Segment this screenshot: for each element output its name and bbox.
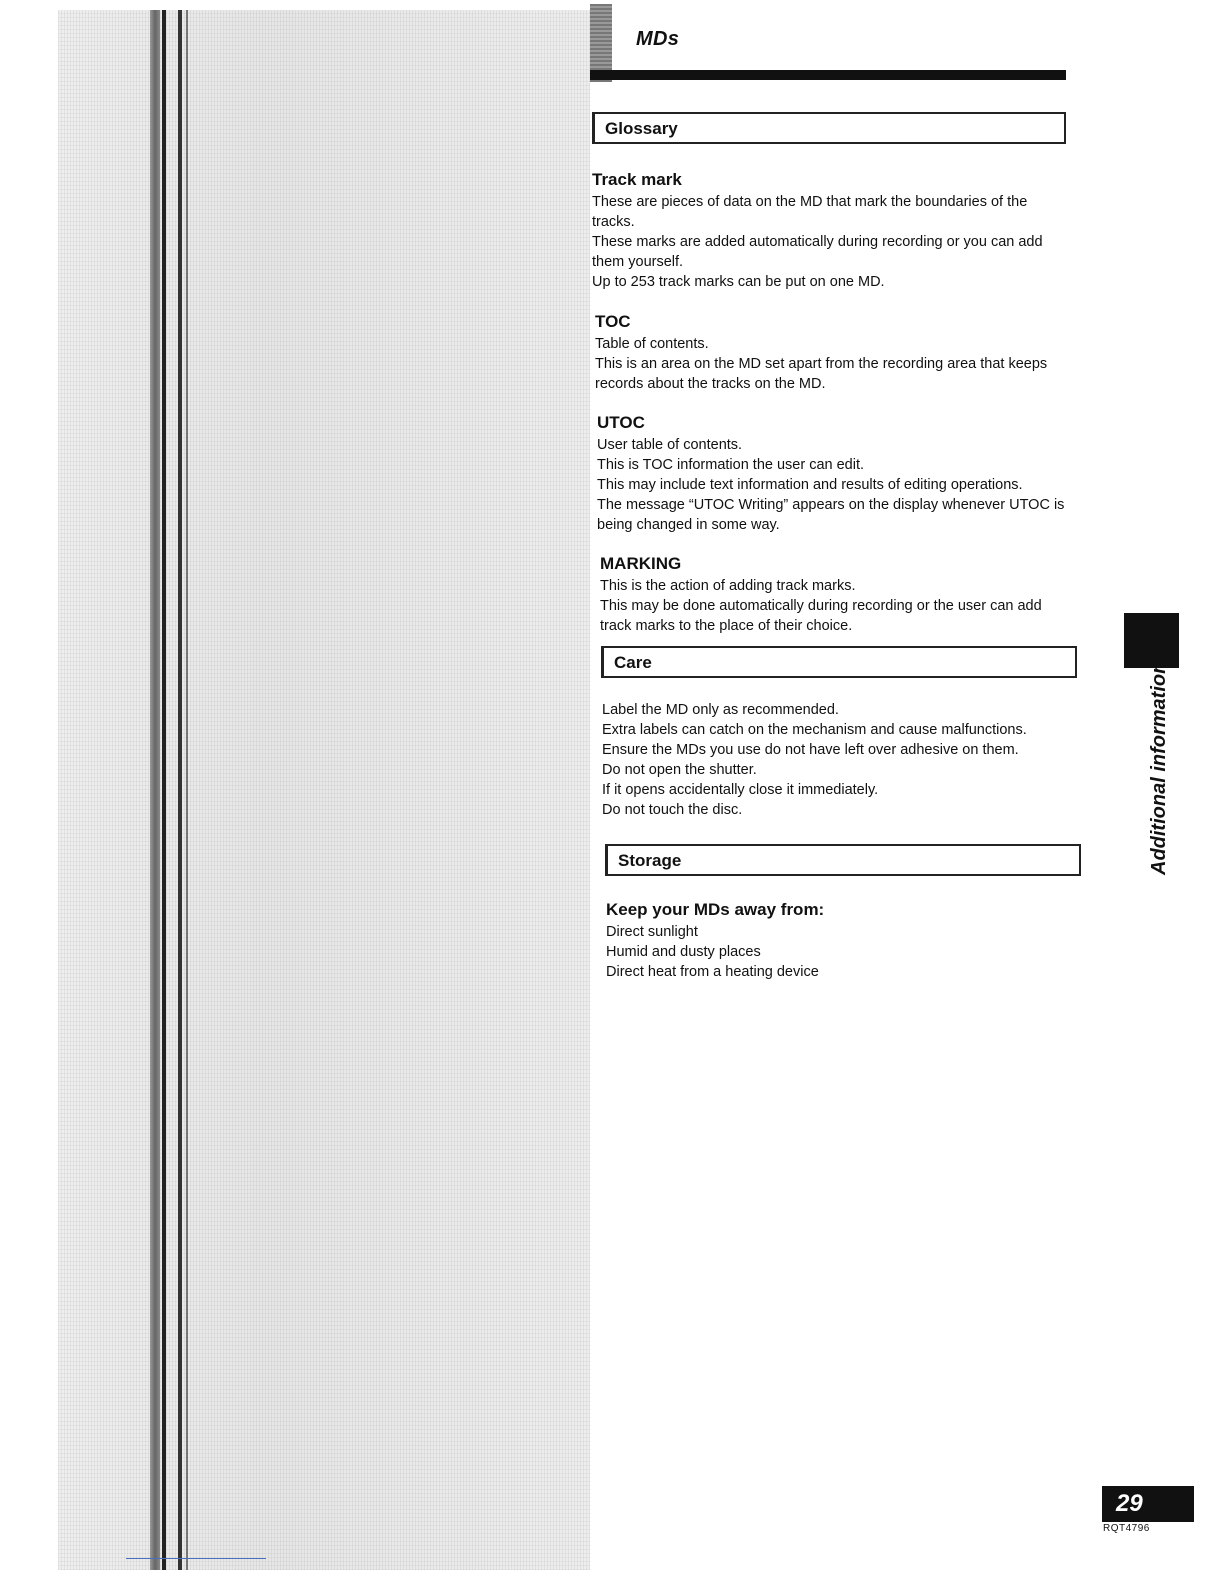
glossary-entry-track-mark: [592, 170, 1062, 292]
header-rule: [590, 70, 1066, 80]
section-heading-care: Care: [601, 646, 1077, 678]
glossary-term: UTOC: [597, 413, 645, 432]
gutter-band: [178, 10, 182, 1570]
gutter-band: [186, 10, 188, 1570]
storage-line: Humid and dusty places: [606, 944, 761, 960]
glossary-term: Track mark: [592, 170, 682, 189]
glossary-line: This is TOC information the user can edit.: [597, 457, 865, 473]
glossary-entry-toc: [595, 312, 1065, 394]
glossary-line: This is an area on the MD set apart from the recording area that keeps records about the tracks on the MD.: [595, 356, 1048, 392]
care-line: Do not touch the disc.: [602, 802, 743, 818]
gutter-band: [162, 10, 166, 1570]
glossary-line: These are pieces of data on the MD that mark the boundaries of the tracks.: [592, 194, 1028, 230]
storage-line: Direct sunlight: [606, 924, 698, 940]
storage-heading: Keep your MDs away from:: [606, 900, 825, 919]
storage-text: [606, 900, 1076, 982]
document-code: RQT4796: [1103, 1523, 1150, 1534]
section-heading-storage: Storage: [605, 844, 1081, 876]
glossary-line: This may be done automatically during recording or the user can add track marks to the place of their choice.: [600, 598, 1042, 634]
care-line: Do not open the shutter.: [602, 762, 757, 778]
glossary-line: User table of contents.: [597, 437, 743, 453]
side-tab-label: Additional information: [1148, 661, 1170, 875]
scan-edge-line: [126, 1558, 266, 1559]
glossary-entry-utoc: [597, 413, 1067, 535]
page-title: MDs: [636, 28, 680, 50]
glossary-term: TOC: [595, 312, 631, 331]
glossary-line: These marks are added automatically during recording or you can add them yourself.: [592, 234, 1043, 270]
care-text: [602, 700, 1072, 820]
glossary-line: The message “UTOC Writing” appears on the display whenever UTOC is being changed in some way.: [597, 497, 1065, 533]
care-line: If it opens accidentally close it immediately.: [602, 782, 879, 798]
glossary-line: Table of contents.: [595, 336, 709, 352]
section-heading-glossary: Glossary: [592, 112, 1066, 144]
glossary-line: Up to 253 track marks can be put on one MD.: [592, 274, 885, 290]
scanned-gutter-strip: [58, 10, 590, 1570]
glossary-term: MARKING: [600, 554, 682, 573]
glossary-line: This is the action of adding track marks.: [600, 578, 856, 594]
page-number: 29: [1102, 1486, 1194, 1522]
care-line: Extra labels can catch on the mechanism and cause malfunctions.: [602, 722, 1027, 738]
glossary-entry-marking: [600, 554, 1070, 636]
gutter-band: [150, 10, 160, 1570]
storage-line: Direct heat from a heating device: [606, 964, 819, 980]
glossary-line: This may include text information and results of editing operations.: [597, 477, 1023, 493]
side-tab-block: [1124, 613, 1179, 668]
care-line: Ensure the MDs you use do not have left over adhesive on them.: [602, 742, 1019, 758]
care-line: Label the MD only as recommended.: [602, 702, 839, 718]
